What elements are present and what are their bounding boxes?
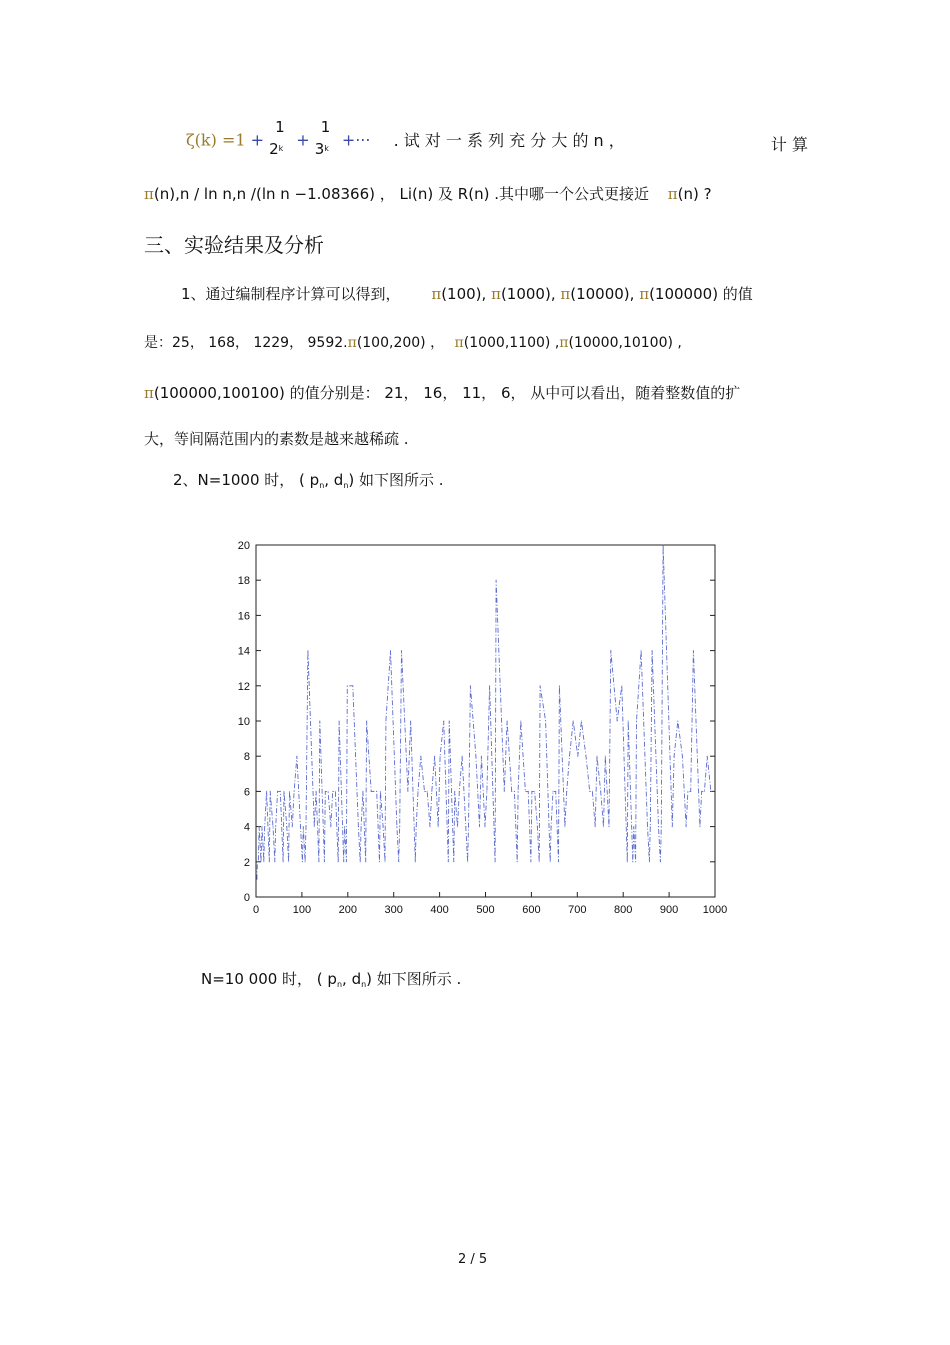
data-point	[362, 791, 363, 792]
pi-value: (10000,10100) ,	[568, 335, 682, 351]
zeta-line-end: 计 算	[770, 135, 808, 154]
data-point	[686, 826, 687, 827]
pi-value: (100),	[441, 285, 487, 303]
data-point	[365, 861, 366, 862]
data-point	[383, 826, 384, 827]
data-point	[610, 650, 611, 651]
data-point	[465, 826, 466, 827]
data-point	[332, 791, 333, 792]
data-point	[283, 791, 284, 792]
data-point	[275, 826, 276, 827]
chart-svg	[225, 530, 745, 925]
y-tick-label: 0	[243, 892, 250, 904]
data-point	[396, 826, 397, 827]
paragraph-text: ) 如下图所示 .	[348, 471, 444, 489]
data-point	[690, 791, 691, 792]
data-point	[551, 826, 552, 827]
data-point	[517, 861, 518, 862]
fraction-base: 2	[269, 140, 279, 158]
data-point	[366, 720, 367, 721]
pi-symbol: π	[639, 285, 650, 303]
data-point	[325, 791, 326, 792]
pi-symbol: π	[431, 285, 442, 303]
y-tick-label: 20	[237, 540, 250, 552]
data-point	[330, 826, 331, 827]
data-point	[710, 791, 711, 792]
data-point	[647, 826, 648, 827]
pi-symbol: π	[454, 335, 464, 351]
paragraph-text: , d	[324, 471, 344, 489]
plus-ellipsis: +···	[341, 130, 371, 150]
data-point	[652, 650, 653, 651]
data-point	[592, 791, 593, 792]
pi-symbol: π	[667, 185, 678, 203]
data-point	[552, 791, 553, 792]
paragraph-text: ) 如下图所示 .	[366, 970, 462, 988]
fraction-numerator: 1	[275, 118, 285, 136]
x-tick-label: 900	[659, 904, 679, 916]
data-point	[434, 756, 435, 757]
data-point	[589, 791, 590, 792]
data-point	[596, 756, 597, 757]
data-point	[504, 791, 505, 792]
data-point	[608, 826, 609, 827]
zeta-line-text: . 试 对 一 系 列 充 分 大 的 n ，	[393, 130, 625, 150]
data-point	[555, 791, 556, 792]
data-point	[316, 791, 317, 792]
data-point	[343, 861, 344, 862]
exponent-k: k	[278, 144, 284, 153]
data-point	[577, 756, 578, 757]
data-point	[641, 650, 642, 651]
data-point	[495, 861, 496, 862]
data-point	[338, 861, 339, 862]
data-point	[318, 861, 319, 862]
subscript-n: n	[336, 980, 343, 989]
data-point	[286, 826, 287, 827]
data-point	[635, 861, 636, 862]
data-point	[658, 826, 659, 827]
data-point	[269, 861, 270, 862]
x-tick-label: 500	[476, 904, 495, 916]
data-point	[663, 544, 664, 545]
data-point	[346, 861, 347, 862]
data-point	[564, 826, 565, 827]
data-point	[280, 791, 281, 792]
x-tick-label: 800	[614, 904, 633, 916]
data-point	[484, 826, 485, 827]
data-point	[361, 826, 362, 827]
data-point	[303, 826, 304, 827]
data-point	[305, 826, 306, 827]
data-point	[496, 580, 497, 581]
pi-symbol: π	[560, 285, 571, 303]
data-point	[486, 791, 487, 792]
data-point	[448, 861, 449, 862]
paragraph-2-line	[173, 469, 444, 490]
data-point	[352, 685, 353, 686]
data-point	[633, 826, 634, 827]
data-point	[256, 879, 257, 880]
pi-value: (100000) 的值	[649, 285, 753, 303]
data-point	[713, 791, 714, 792]
data-point	[636, 720, 637, 721]
data-point	[302, 861, 303, 862]
data-point	[661, 826, 662, 827]
data-point	[699, 826, 700, 827]
pi-value: (10000),	[570, 285, 635, 303]
data-point	[520, 720, 521, 721]
paragraph-1-line-1	[181, 283, 753, 304]
data-point	[443, 720, 444, 721]
plus-sign: +	[296, 130, 310, 150]
fraction-1-over-3k	[314, 118, 337, 158]
pi-formula-line	[144, 183, 712, 204]
fraction-denominator	[315, 140, 329, 158]
data-point	[682, 756, 683, 757]
data-point	[581, 720, 582, 721]
data-point	[628, 720, 629, 721]
pi-symbol: π	[559, 335, 569, 351]
data-point	[550, 861, 551, 862]
data-point	[440, 756, 441, 757]
data-point	[289, 791, 290, 792]
data-point	[407, 791, 408, 792]
data-point	[453, 861, 454, 862]
data-point	[319, 720, 320, 721]
pi-symbol: π	[491, 285, 501, 303]
data-point	[534, 791, 535, 792]
data-point	[305, 861, 306, 862]
paragraph-text: 是：25， 168， 1229， 9592.	[144, 335, 348, 351]
data-point	[398, 861, 399, 862]
paragraph-text: , d	[342, 970, 362, 988]
data-point	[416, 826, 417, 827]
data-point	[324, 861, 325, 862]
section-title: 三、实验结果及分析	[144, 233, 324, 257]
data-point	[528, 791, 529, 792]
data-point	[390, 650, 391, 651]
data-point	[410, 720, 411, 721]
data-point	[672, 826, 673, 827]
paragraph-1-line-4: 大，等间隔范围内的素数是越来越稀疏 .	[144, 430, 409, 448]
data-point	[300, 826, 301, 827]
data-point	[603, 826, 604, 827]
data-point	[457, 826, 458, 827]
data-point	[467, 861, 468, 862]
data-point	[274, 861, 275, 862]
data-point	[424, 791, 425, 792]
data-point	[525, 791, 526, 792]
data-point	[511, 791, 512, 792]
x-tick-label: 600	[522, 904, 541, 916]
data-point	[384, 861, 385, 862]
subscript-n: n	[343, 481, 349, 490]
y-tick-label: 16	[237, 610, 250, 623]
x-tick-label: 0	[252, 904, 260, 916]
data-point	[600, 791, 601, 792]
pi-value: (1000),	[500, 285, 556, 303]
data-point	[272, 826, 273, 827]
paragraph-3-line	[201, 968, 461, 989]
data-point	[569, 756, 570, 757]
data-point	[261, 826, 262, 827]
data-point	[263, 861, 264, 862]
data-point	[573, 720, 574, 721]
data-point	[314, 826, 315, 827]
data-point	[415, 861, 416, 862]
fraction-1-over-2k	[269, 118, 291, 158]
exponent-k: k	[324, 144, 329, 153]
data-point	[259, 826, 260, 827]
paragraph-1-line-2	[144, 332, 682, 352]
data-point	[429, 826, 430, 827]
y-tick-label: 18	[237, 575, 250, 588]
data-point	[292, 826, 293, 827]
data-point	[650, 826, 651, 827]
x-tick-label: 700	[568, 904, 587, 916]
data-point	[621, 685, 622, 686]
data-point	[632, 861, 633, 862]
data-point	[339, 720, 340, 721]
data-point	[431, 791, 432, 792]
x-tick-label: 100	[292, 904, 312, 916]
data-point	[380, 791, 381, 792]
pi-symbol: π	[144, 384, 154, 402]
data-point	[660, 861, 661, 862]
y-tick-label: 4	[243, 821, 250, 834]
data-point	[258, 861, 259, 862]
data-point	[335, 791, 336, 792]
data-point	[266, 791, 267, 792]
subscript-n: n	[361, 980, 367, 989]
y-tick-label: 10	[237, 716, 250, 728]
data-point	[537, 826, 538, 827]
data-point	[566, 791, 567, 792]
data-point	[539, 861, 540, 862]
paragraph-text: N=10 000 时， ( p	[201, 970, 337, 988]
data-point	[540, 685, 541, 686]
prime-gap-chart	[225, 530, 745, 925]
pi-value: (100,200) ，	[356, 335, 445, 351]
data-point	[328, 791, 329, 792]
data-point	[674, 756, 675, 757]
data-point	[481, 756, 482, 757]
data-point	[507, 720, 508, 721]
data-point	[558, 861, 559, 862]
y-tick-label: 2	[243, 856, 250, 869]
x-tick-label: 200	[338, 904, 357, 916]
data-point	[454, 791, 455, 792]
data-point	[360, 861, 361, 862]
data-point	[693, 650, 694, 651]
data-point	[277, 791, 278, 792]
x-tick-label: 300	[384, 904, 403, 916]
subscript-n: n	[319, 481, 325, 490]
data-point	[701, 791, 702, 792]
data-point	[385, 720, 386, 721]
data-point	[260, 861, 261, 862]
data-point	[296, 756, 297, 757]
pi-value: (1000,1100) ,	[463, 335, 560, 351]
data-point	[427, 791, 428, 792]
data-point	[288, 861, 289, 862]
data-point	[307, 650, 308, 651]
fraction-denominator	[269, 140, 283, 158]
data-point	[347, 685, 348, 686]
data-point	[264, 826, 265, 827]
data-point	[627, 861, 628, 862]
data-point	[358, 826, 359, 827]
data-point	[399, 826, 400, 827]
data-point	[420, 756, 421, 757]
zeta-formula-line	[186, 118, 808, 164]
x-tick-label: 400	[430, 904, 449, 916]
data-point	[514, 791, 515, 792]
data-point	[545, 720, 546, 721]
data-point	[475, 756, 476, 757]
plus-sign: +	[250, 130, 265, 150]
data-point	[530, 861, 531, 862]
data-point	[531, 791, 532, 792]
fraction-base: 3	[314, 140, 325, 158]
data-point	[489, 685, 490, 686]
data-point	[559, 685, 560, 686]
zeta-lhs: ζ(k) =1	[186, 130, 246, 150]
x-tick-label: 1000	[702, 904, 728, 916]
data-point	[518, 791, 519, 792]
pi-question: (n) ?	[677, 185, 712, 203]
paragraph-text: 2、N=1000 时， ( p	[173, 471, 320, 489]
data-point	[270, 791, 271, 792]
data-point	[707, 756, 708, 757]
data-point	[605, 756, 606, 757]
data-point	[459, 791, 460, 792]
data-point	[585, 756, 586, 757]
y-tick-label: 14	[237, 645, 250, 658]
data-point	[449, 720, 450, 721]
data-point	[470, 685, 471, 686]
y-tick-label: 8	[243, 751, 250, 764]
data-point	[283, 861, 284, 862]
data-point	[617, 720, 618, 721]
data-point	[294, 791, 295, 792]
pi-symbol: π	[144, 185, 154, 203]
data-point	[376, 791, 377, 792]
pi-symbol: π	[347, 335, 357, 351]
data-point	[468, 826, 469, 827]
data-point	[704, 791, 705, 792]
y-tick-label: 6	[243, 786, 250, 799]
data-point	[417, 791, 418, 792]
data-point	[371, 791, 372, 792]
data-point	[649, 861, 650, 862]
pi-expression: (n),n / ln n,n /(ln n −1.08366) ， Li(n) 及 R(n) .其中哪一个公式更接近	[153, 185, 649, 203]
data-point	[344, 826, 345, 827]
page-number: 2 / 5	[458, 1252, 488, 1267]
prime-gap-series-line	[257, 545, 714, 879]
paragraph-text: 1、通过编制程序计算可以得到，	[181, 285, 401, 303]
paragraph-text: (100000,100100) 的值分别是： 21， 16， 11， 6， 从中可以看出，随着整数值的扩	[153, 384, 741, 402]
data-point	[373, 791, 374, 792]
y-tick-label: 12	[237, 680, 250, 693]
data-point	[438, 826, 439, 827]
data-point	[677, 720, 678, 721]
data-point	[687, 791, 688, 792]
data-point	[595, 826, 596, 827]
data-point	[401, 650, 402, 651]
fraction-numerator: 1	[320, 118, 331, 136]
data-point	[379, 861, 380, 862]
data-point	[462, 756, 463, 757]
paragraph-1-line-3	[144, 382, 740, 403]
data-point	[479, 826, 480, 827]
